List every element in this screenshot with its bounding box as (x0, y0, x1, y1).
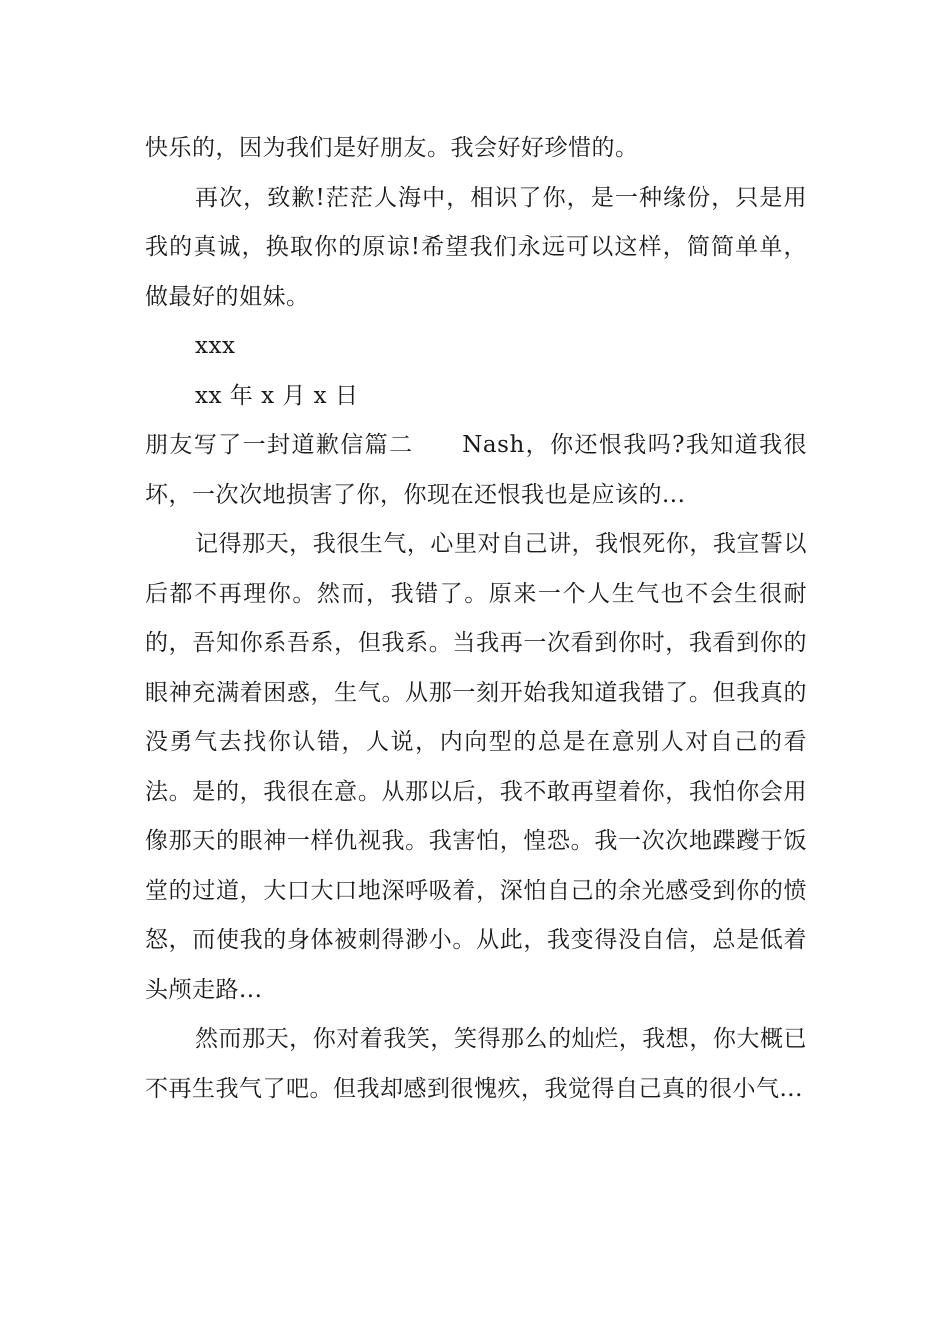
signature-name: xxx (195, 333, 236, 359)
signature-date: xx 年 x 月 x 日 (195, 382, 359, 409)
paragraph-memory: 记得那天，我很生气，心里对自己讲，我恨死你，我宣誓以后都不再理你。然而，我错了。原来一个人生气也不会生很耐的，吾知你系吾系，但我系。当我再一次看到你时，我看到你的眼神充满着困惑，生气。从那一刻开始我知道我错了。但我真的没勇气去找你认错，人说，内向型的总是在意别人对自己的看法。是的，我很在意。从那以后，我不敢再望着你，我怕你会用像那天的眼神一样仇视我。我害怕，惶恐。我一次次地蹀躞于饭堂的过道，大口大口地深呼吸着，深怕自己的余光感受到你的愤怒，而使我的身体被刺得渺小。从此，我变得没自信，总是低着头颅走路... (145, 531, 807, 1003)
paragraph-apology: 再次，致歉!茫茫人海中，相识了你，是一种缘份，只是用我的真诚，换取你的原谅!希望我们永远可以这样，简简单单，做最好的姐妹。 (145, 184, 807, 310)
paragraph-smile: 然而那天，你对着我笑，笑得那么的灿烂，我想，你大概已不再生我气了吧。但我却感到很愧疚，我觉得自己真的很小气... (145, 1026, 807, 1102)
document-page (145, 124, 807, 1114)
section-two-heading: 朋友写了一封道歉信篇二 Nash，你还恨我吗?我知道我很坏，一次次地损害了你，你现在还恨我也是应该的... (145, 432, 807, 508)
paragraph-closing-line: 快乐的，因为我们是好朋友。我会好好珍惜的。 (145, 135, 639, 161)
